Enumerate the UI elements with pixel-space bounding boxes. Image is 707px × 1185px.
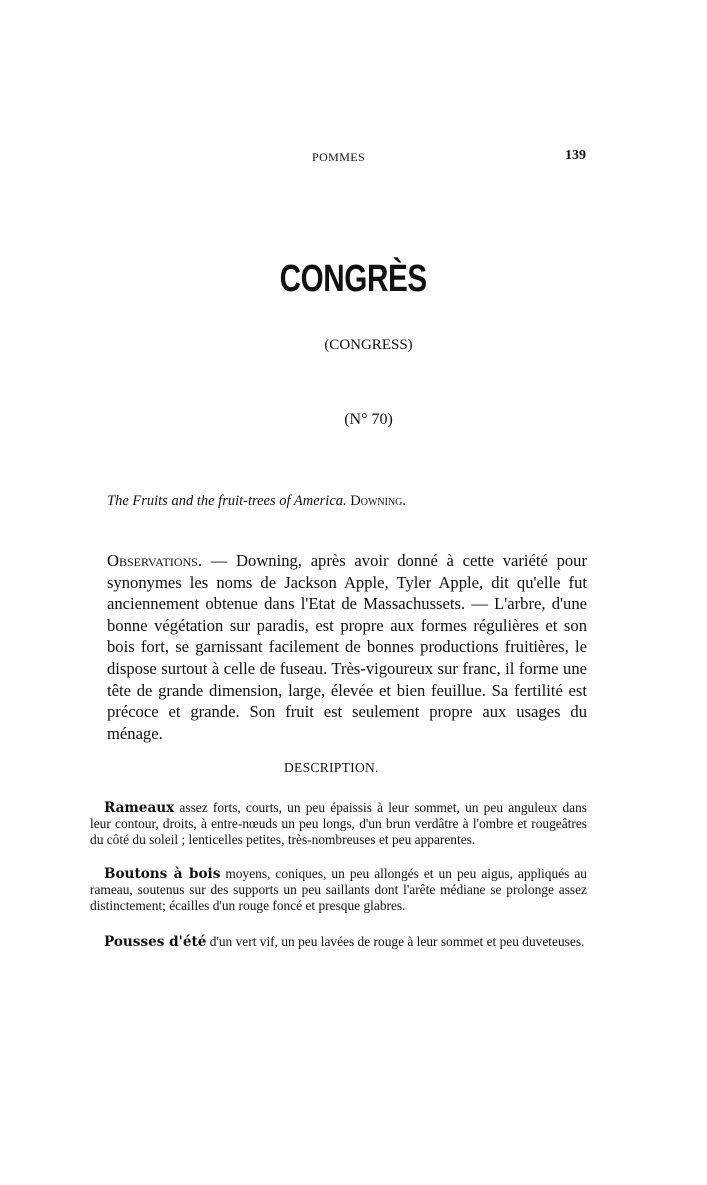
page-number: 139	[565, 148, 586, 163]
observations-text: — Downing, après avoir donné à cette variété pour synonymes les noms de Jackson Apple, Tyler Apple, dit qu'elle fut anciennement obtenue dans l'Etat de Massachussets. — L'arbre, d'une bonne végétation sur paradis, est propre aux formes régulières et son bois fort, se garnissant facilement de bonnes productions fruitières, le dispose surtout à celle de fuseau. Très-vigoureux sur franc, il forme une tête de grande dimension, large, élevée et bien feuillue. Sa fertilité est précoce et grande. Son fruit est seulement propre aux usages du ménage.	[107, 551, 587, 743]
description-item-pousses	[90, 934, 587, 950]
entry-subtitle: (CONGRESS)	[324, 337, 413, 353]
description-text: d'un vert vif, un peu lavées de rouge à leur sommet et peu duveteuses.	[206, 934, 585, 949]
description-item-rameaux	[90, 800, 587, 849]
entry-number: (N° 70)	[344, 411, 393, 428]
reference-work: The Fruits and the fruit-trees of America.	[107, 493, 347, 509]
description-text: assez forts, courts, un peu épaissis à leur sommet, un peu anguleux dans leur contour, droits, à entre-nœuds un peu longs, d'un brun verdâtre à l'ombre et rougeâtres du côté du soleil ; lenticelles petites, très-nombreuses et peu apparentes.	[90, 800, 587, 848]
bibliographic-reference	[107, 493, 406, 510]
description-item-boutons	[90, 866, 587, 915]
observations-lead: Observations.	[107, 551, 202, 570]
entry-title: CONGRÈS	[279, 258, 427, 300]
reference-author: Downing.	[350, 493, 407, 509]
running-head: POMMES	[312, 150, 366, 164]
description-term: Pousses d'été	[104, 934, 207, 950]
description-heading: DESCRIPTION.	[284, 760, 379, 775]
description-term: Rameaux	[104, 800, 175, 816]
description-term: Boutons à bois	[104, 866, 221, 882]
observations-paragraph	[107, 550, 587, 744]
description-text: moyens, coniques, un peu allongés et un peu aigus, appliqués au rameau, soutenus sur des supports un peu saillants dont l'arête médiane se prolonge assez distinctement; écailles d'un rouge foncé et presque glabres.	[90, 866, 587, 914]
